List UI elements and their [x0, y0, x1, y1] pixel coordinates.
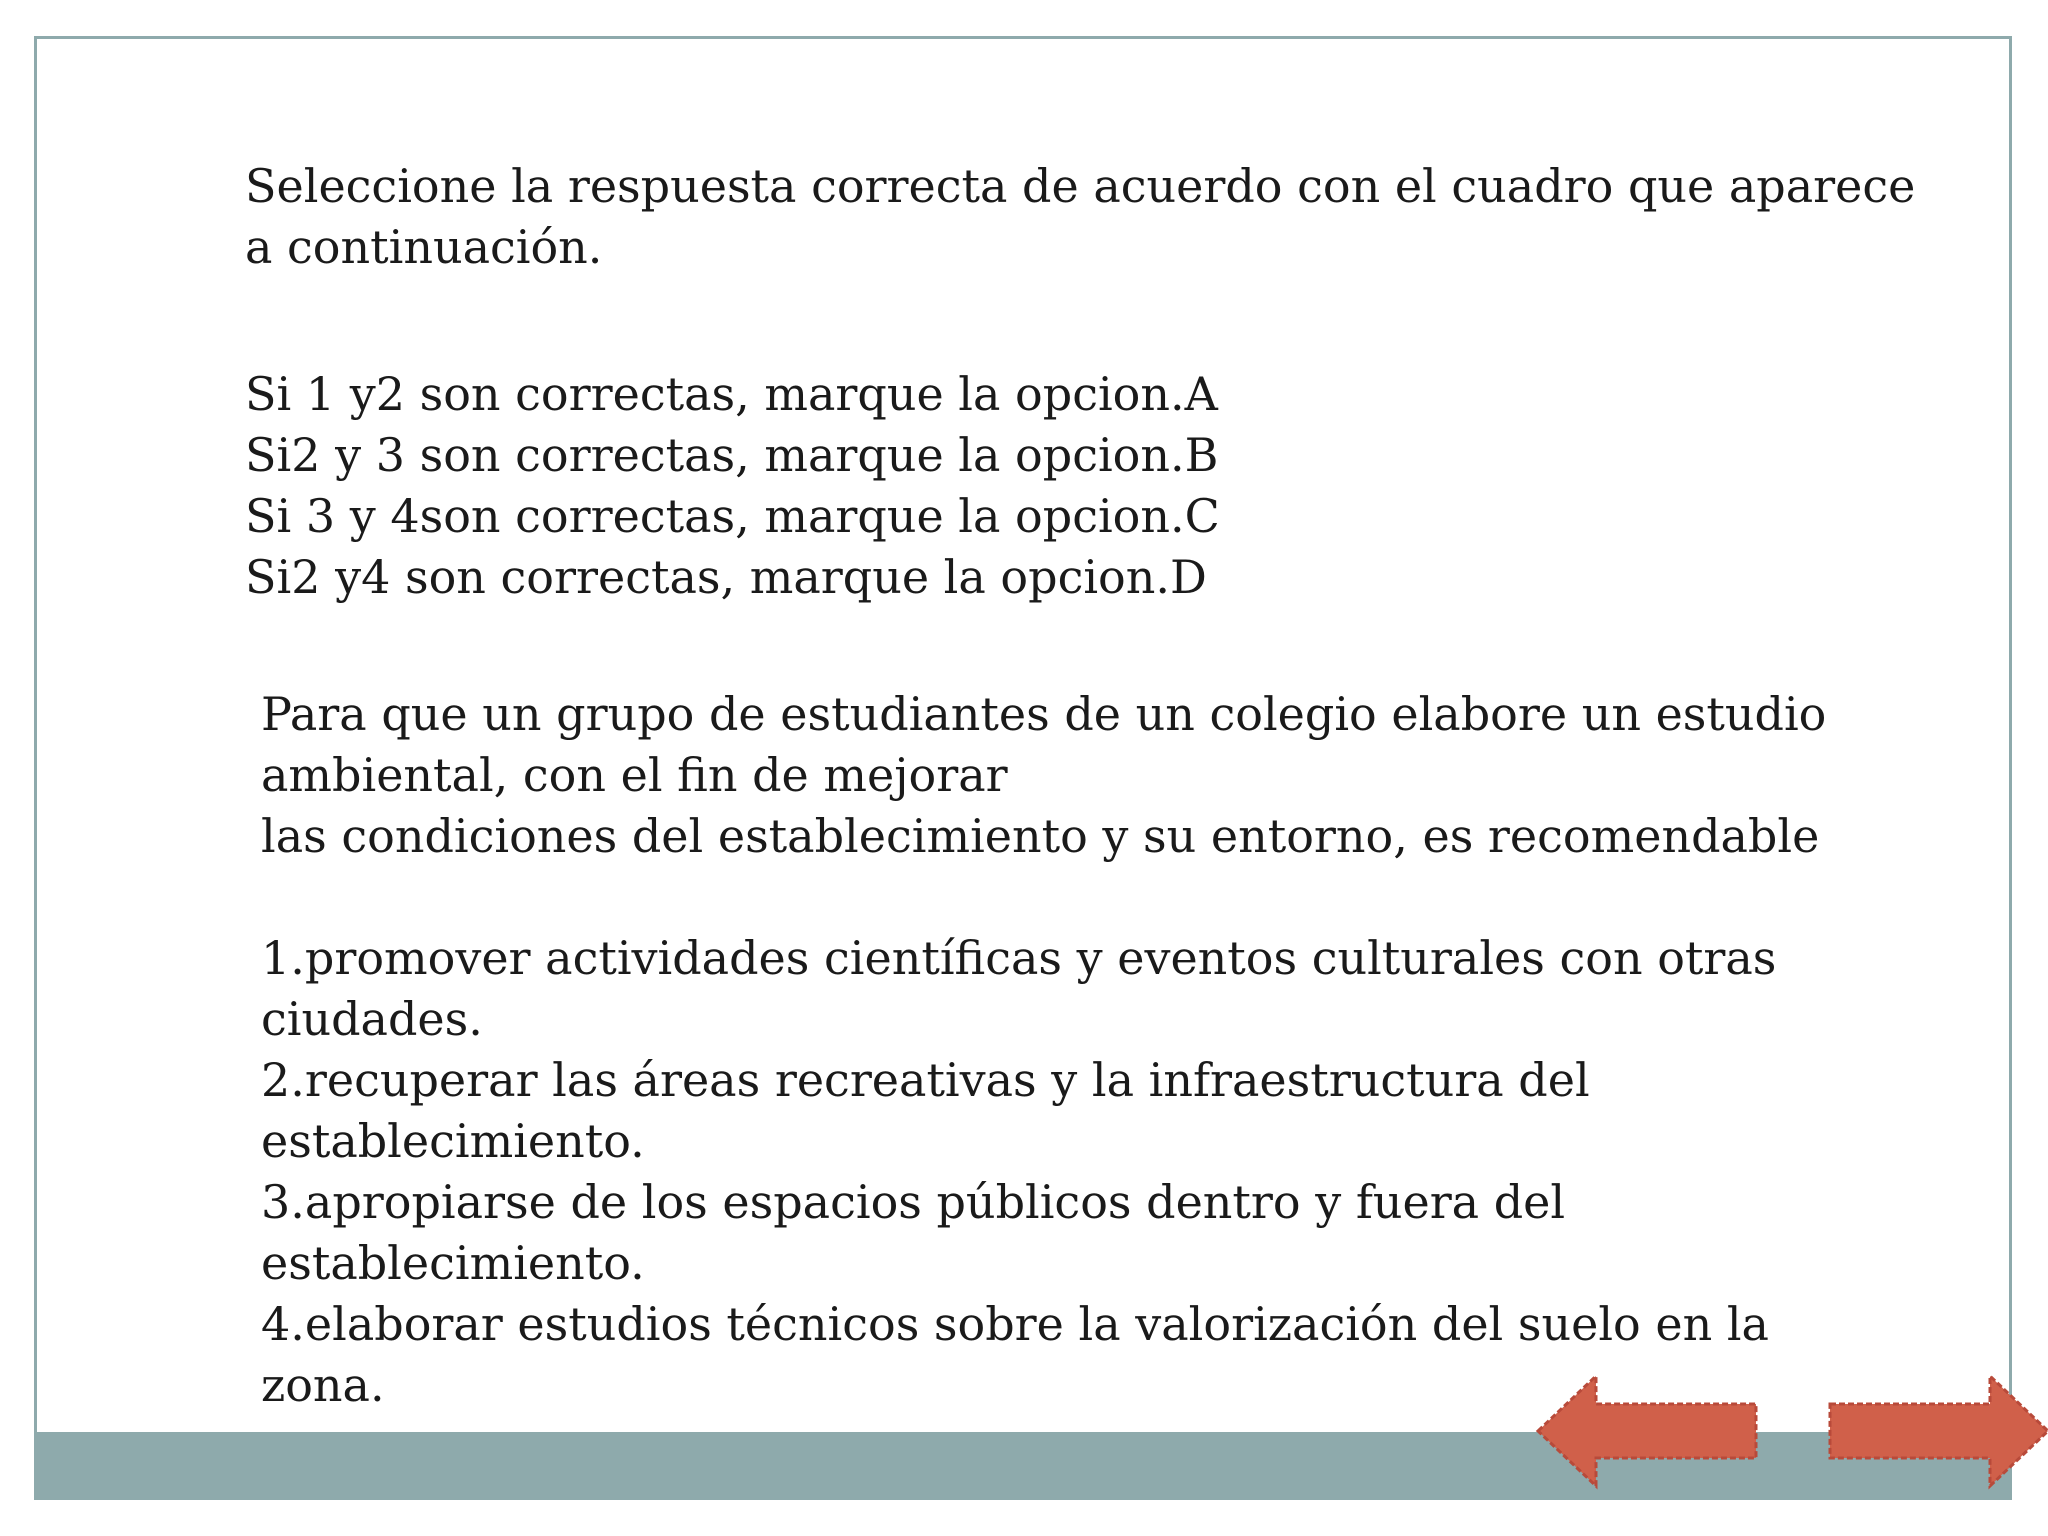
option-line: Si2 y4 son correctas, marque la opcion.D	[245, 550, 1207, 604]
instructions	[245, 156, 1915, 278]
instructions-line: a continuación.	[245, 220, 603, 274]
question-item-line: establecimiento.	[261, 1236, 645, 1290]
question-item-line: 3.apropiarse de los espacios públicos dentro y fuera del	[261, 1175, 1566, 1229]
question-stem-line: las condiciones del establecimiento y su entorno, es recomendable	[261, 809, 1820, 863]
answer-options	[245, 364, 1220, 608]
question-item-line: ciudades.	[261, 992, 483, 1046]
spacer	[261, 867, 1826, 928]
option-line: Si 3 y 4son correctas, marque la opcion.C	[245, 489, 1220, 543]
next-slide-button[interactable]	[1826, 1372, 2048, 1490]
option-line: Si 1 y2 son correctas, marque la opcion.A	[245, 367, 1218, 421]
question-item-line: 2.recuperar las áreas recreativas y la infraestructura del	[261, 1053, 1590, 1107]
question-stem-line: ambiental, con el fin de mejorar	[261, 748, 1008, 802]
arrow-left-icon	[1534, 1372, 1760, 1490]
question-stem-line: Para que un grupo de estudiantes de un colegio elabore un estudio	[261, 687, 1827, 741]
previous-slide-button[interactable]	[1534, 1372, 1760, 1490]
instructions-line: Seleccione la respuesta correcta de acuerdo con el cuadro que aparece	[245, 159, 1916, 213]
question	[261, 684, 1826, 1416]
arrow-right-icon	[1826, 1372, 2048, 1490]
question-item-line: establecimiento.	[261, 1114, 645, 1168]
question-item-line: zona.	[261, 1358, 385, 1412]
question-item-line: 1.promover actividades científicas y eventos culturales con otras	[261, 931, 1777, 985]
option-line: Si2 y 3 son correctas, marque la opcion.B	[245, 428, 1219, 482]
question-item-line: 4.elaborar estudios técnicos sobre la valorización del suelo en la	[261, 1297, 1769, 1351]
